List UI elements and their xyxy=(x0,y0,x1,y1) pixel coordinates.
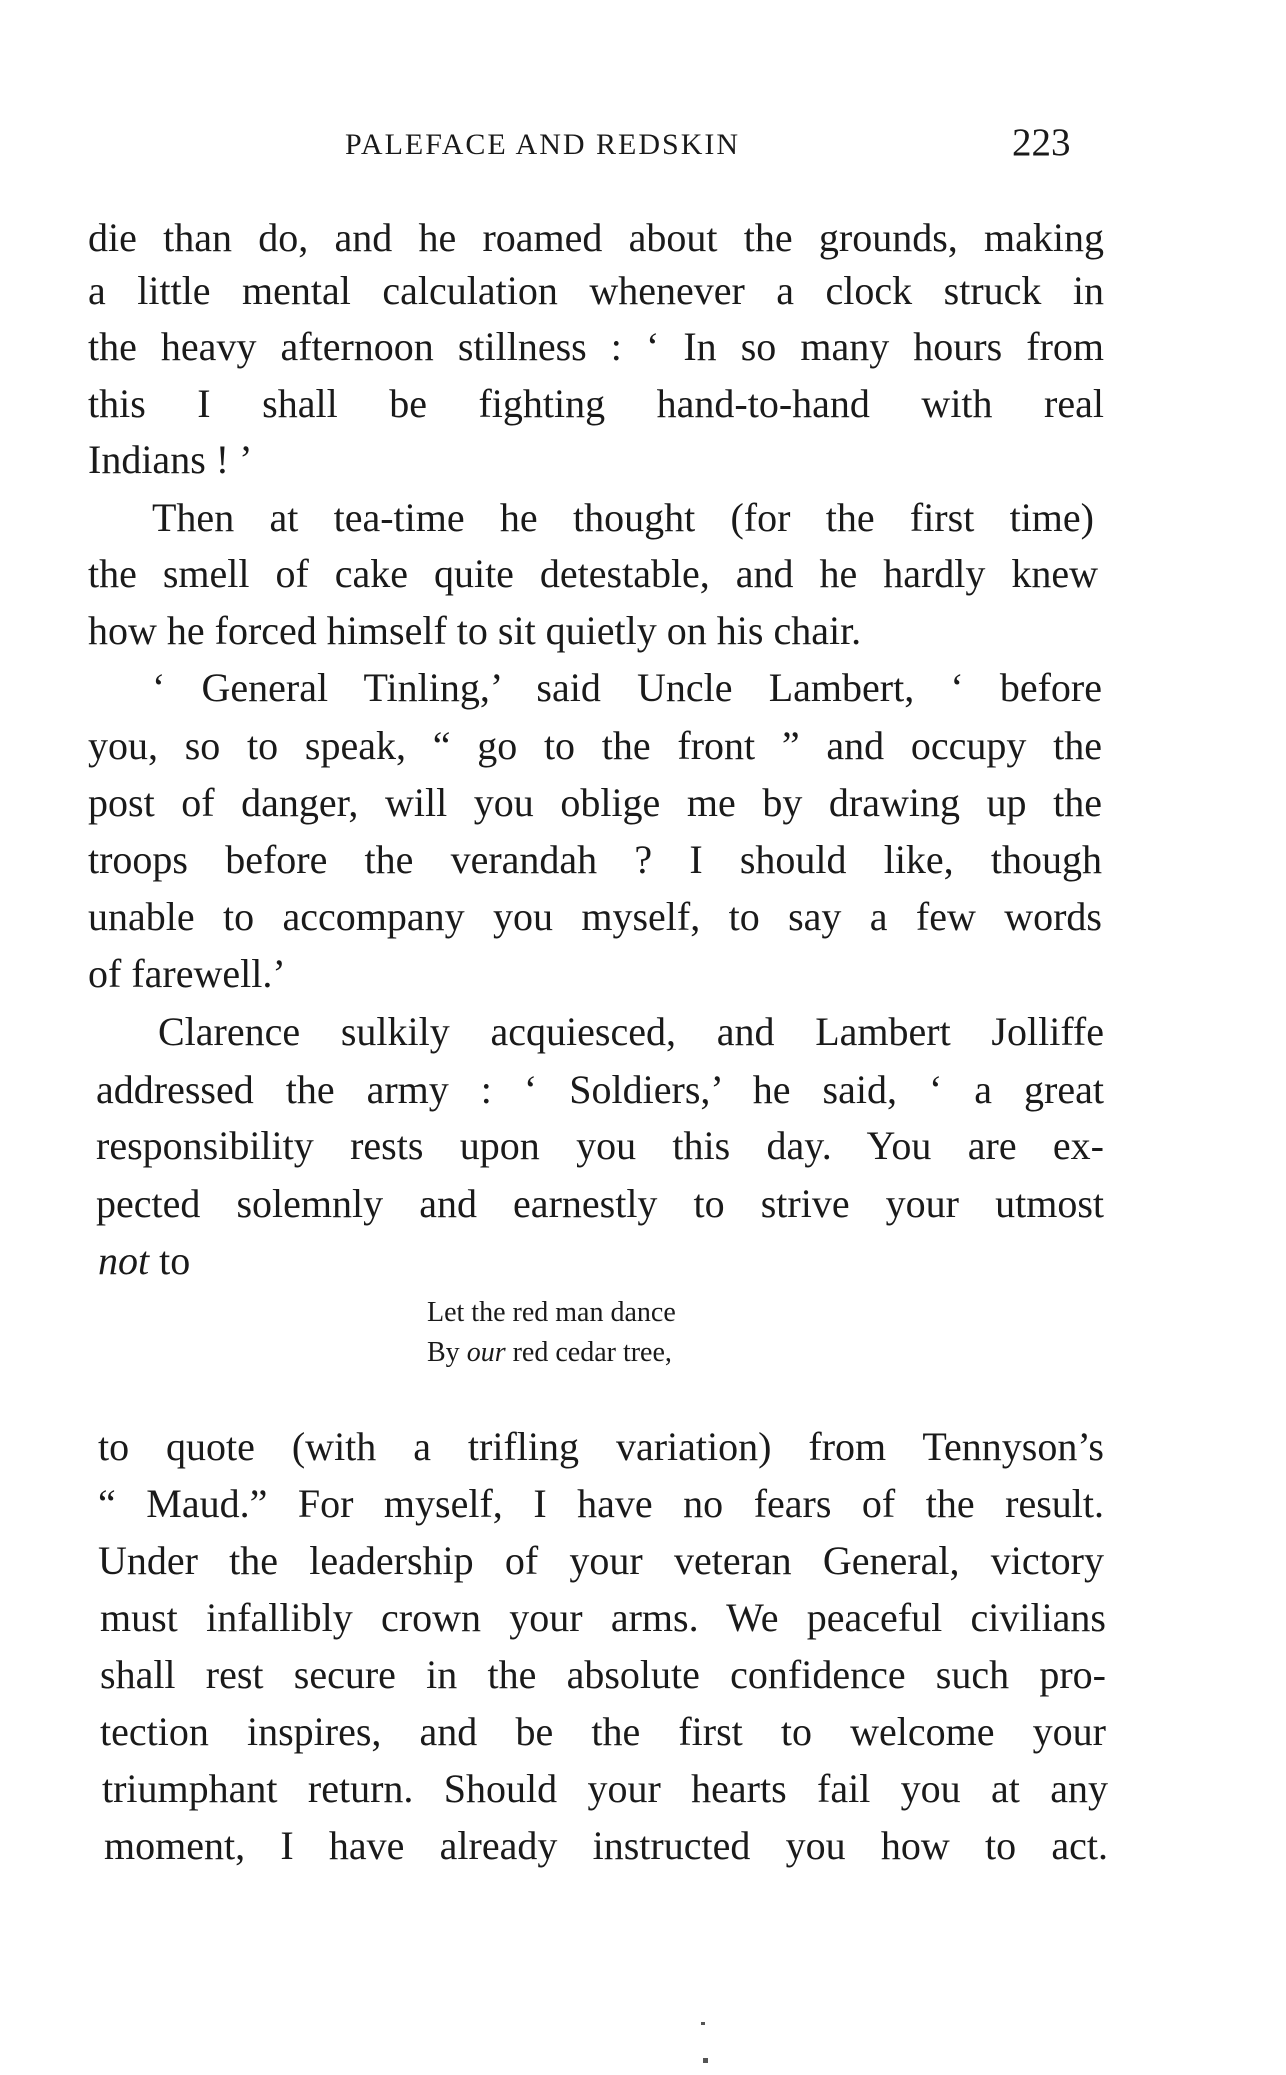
text-fragment: By xyxy=(427,1337,467,1368)
text-line: Clarence sulkily acquiesced, and Lambert Jolliffe xyxy=(158,1009,1104,1054)
text-line: die than do, and he roamed about the grounds, making xyxy=(88,215,1104,260)
text-line: triumphant return. Should your hearts fail you at any xyxy=(102,1766,1108,1811)
text-line: “ Maud.” For myself, I have no fears of the result. xyxy=(98,1481,1104,1526)
text-line: how he forced himself to sit quietly on his chair. xyxy=(88,608,862,653)
text-line: addressed the army : ‘ Soldiers,’ he said, ‘ a great xyxy=(96,1067,1104,1112)
text-fragment: red cedar tree, xyxy=(505,1337,672,1368)
scan-speck xyxy=(701,2022,705,2025)
text-line: responsibility rests upon you this day. You are ex- xyxy=(96,1123,1104,1168)
text-line: tection inspires, and be the first to welcome your xyxy=(100,1709,1106,1754)
text-line: shall rest secure in the absolute confidence such pro- xyxy=(100,1652,1106,1697)
text-line: the smell of cake quite detestable, and he hardly knew xyxy=(88,551,1098,596)
text-line: troops before the verandah ? I should like, though xyxy=(88,837,1102,882)
verse-line xyxy=(427,1336,672,1370)
text-line: ‘ General Tinling,’ said Uncle Lambert, ‘ before xyxy=(152,665,1102,710)
text-line: moment, I have already instructed you how to act. xyxy=(104,1823,1108,1868)
text-line: to quote (with a trifling variation) from Tennyson’s xyxy=(98,1424,1104,1469)
text-line: post of danger, will you oblige me by drawing up the xyxy=(88,780,1102,825)
text-line: of farewell.’ xyxy=(88,951,286,996)
text-line: Indians ! ’ xyxy=(88,437,253,482)
text-line: the heavy afternoon stillness : ‘ In so many hours from xyxy=(88,324,1104,369)
text-line: Then at tea-time he thought (for the first time) xyxy=(152,495,1094,540)
text-line xyxy=(98,1237,1114,1285)
text-line: pected solemnly and earnestly to strive your utmost xyxy=(96,1181,1104,1226)
text-fragment: to xyxy=(149,1238,191,1283)
text-line: unable to accompany you myself, to say a few words xyxy=(88,894,1102,939)
text-line: this I shall be fighting hand-to-hand with real xyxy=(88,381,1104,426)
text-line: must infallibly crown your arms. We peaceful civilians xyxy=(100,1595,1106,1640)
text-line: you, so to speak, “ go to the front ” and occupy the xyxy=(88,723,1102,768)
italic-word: our xyxy=(466,1337,506,1368)
running-head: PALEFACE AND REDSKIN xyxy=(345,128,741,161)
text-line: Under the leadership of your veteran General, victory xyxy=(98,1538,1104,1583)
text-line: a little mental calculation whenever a clock struck in xyxy=(88,268,1104,313)
scan-speck xyxy=(703,2058,708,2063)
page-number: 223 xyxy=(1012,121,1071,164)
verse-line: Let the red man dance xyxy=(427,1297,676,1328)
italic-word: not xyxy=(98,1238,150,1283)
